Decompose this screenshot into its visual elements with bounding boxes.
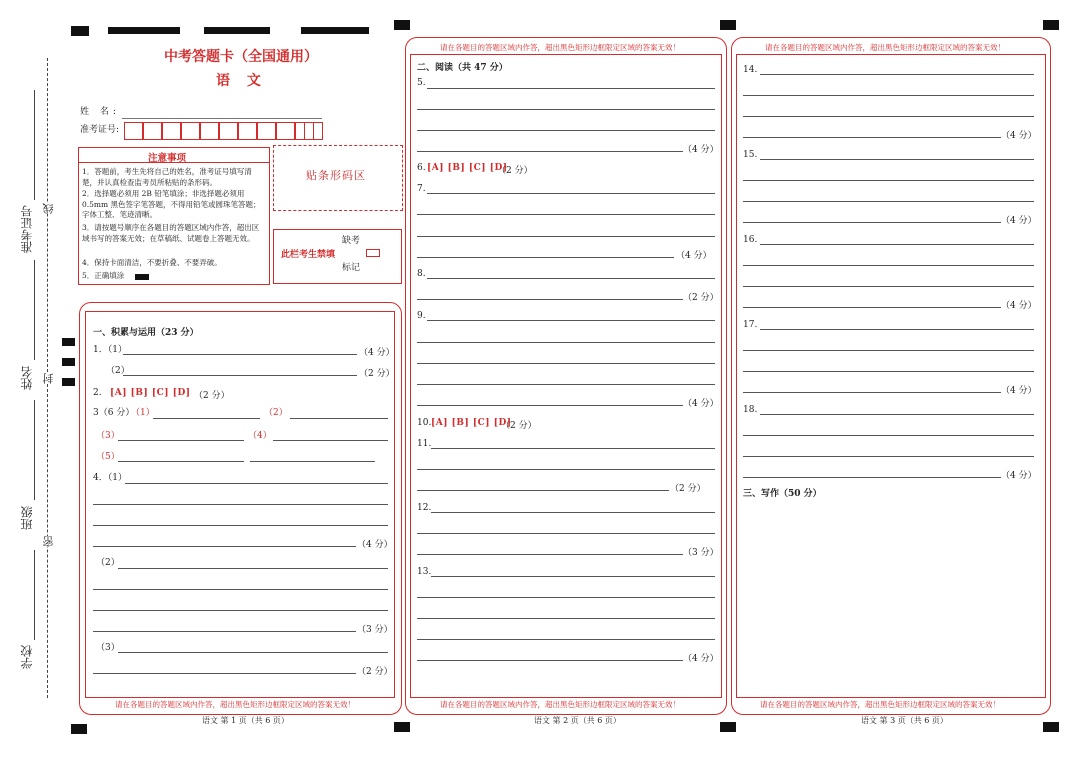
q10-score: （2 分）	[501, 421, 537, 431]
q9-score: （4 分）	[683, 399, 719, 409]
corner-mark	[71, 724, 87, 734]
corner-mark	[720, 722, 736, 732]
binding-line-label: 线	[42, 203, 55, 214]
notice-title: 注意事项	[148, 153, 187, 164]
timing-mark	[71, 26, 89, 36]
binding-fill-line	[34, 90, 35, 200]
q4-1-score: （4 分）	[357, 540, 393, 550]
q4-1-answer-line[interactable]	[93, 504, 388, 505]
writing-area[interactable]	[740, 505, 1040, 693]
card-title: 中考答题卡（全国通用）	[164, 49, 318, 65]
q13-answer-line[interactable]	[417, 660, 683, 661]
mark-label: 标记	[342, 263, 361, 273]
q4-2-answer-line[interactable]	[93, 610, 388, 611]
q18-answer-line[interactable]	[743, 477, 1001, 478]
q2-options[interactable]: [A] [B] [C] [D]	[110, 388, 191, 398]
q18-answer-line[interactable]	[760, 414, 1034, 415]
q1-2-score: （2 分）	[359, 369, 395, 379]
q6-score: （2 分）	[497, 166, 533, 176]
absent-checkbox[interactable]	[366, 249, 380, 257]
q8-answer-line[interactable]	[427, 278, 715, 279]
q11-label: 11.	[417, 439, 432, 449]
side-mark	[62, 358, 75, 366]
q12-score: （3 分）	[683, 548, 719, 558]
q16-label: 16.	[743, 235, 758, 245]
q17-label: 17.	[743, 320, 758, 330]
q17-answer-line[interactable]	[743, 350, 1034, 351]
notice-item-4: 4．保持卡面清洁，不要折叠、不要弄破。	[82, 258, 222, 267]
q1-2-label: （2）	[106, 366, 130, 376]
q4-1-label: 4．（1）	[93, 473, 127, 483]
corner-mark	[394, 20, 410, 30]
q11-answer-line[interactable]	[417, 490, 669, 491]
q6-label: 6.	[417, 163, 426, 173]
q8-score: （2 分）	[683, 293, 719, 303]
q11-score: （2 分）	[670, 484, 706, 494]
section2-top-warning: 请在各题目的答题区域内作答，超出黑色矩形边框限定区域的答案无效！	[440, 43, 680, 52]
side-mark	[62, 338, 75, 346]
q13-answer-line[interactable]	[417, 597, 715, 598]
q4-1-answer-line[interactable]	[125, 483, 388, 484]
q9-answer-line[interactable]	[417, 342, 715, 343]
q1-1-score: （4 分）	[359, 348, 395, 358]
page-2-footer: 语文 第 2 页（共 6 页）	[534, 716, 621, 725]
q9-answer-line[interactable]	[427, 320, 715, 321]
corner-mark	[394, 722, 410, 732]
q5-answer-line[interactable]	[417, 109, 715, 110]
q18-answer-line[interactable]	[743, 456, 1034, 457]
q17-answer-line[interactable]	[743, 371, 1034, 372]
q13-answer-line[interactable]	[417, 639, 715, 640]
q4-2-label: （2）	[96, 558, 120, 568]
q18-score: （4 分）	[1001, 471, 1037, 481]
side-mark	[62, 378, 75, 386]
q17-answer-line[interactable]	[760, 329, 1034, 330]
binding-fill-line	[34, 550, 35, 640]
binding-fill-line	[34, 260, 35, 360]
exam-id-grid[interactable]	[124, 122, 324, 140]
q3-2-label: （2）	[264, 408, 288, 418]
q13-label: 13.	[417, 567, 432, 577]
q3-2-answer-line[interactable]	[290, 418, 388, 419]
q3-4-answer-line[interactable]	[273, 440, 388, 441]
timing-mark	[204, 27, 270, 34]
q7-score: （4 分）	[676, 251, 712, 261]
q11-answer-line[interactable]	[417, 469, 715, 470]
exam-id-label: 准考证号:	[80, 125, 120, 135]
q3-6-answer-line[interactable]	[250, 461, 375, 462]
q13-answer-line[interactable]	[417, 618, 715, 619]
q16-score: （4 分）	[1001, 301, 1037, 311]
barcode-label: 贴条形码区	[306, 169, 366, 182]
q4-2-answer-line[interactable]	[93, 589, 388, 590]
q3-3-answer-line[interactable]	[118, 440, 244, 441]
q7-answer-line[interactable]	[417, 236, 715, 237]
q5-answer-line[interactable]	[417, 151, 683, 152]
q4-1-answer-line[interactable]	[93, 546, 356, 547]
q4-3-answer-line[interactable]	[93, 673, 356, 674]
q1-2-answer-line[interactable]	[123, 375, 357, 376]
q4-3-score: （2 分）	[357, 667, 393, 677]
q15-answer-line[interactable]	[743, 222, 1001, 223]
timing-mark	[301, 27, 369, 34]
q15-answer-line[interactable]	[743, 201, 1034, 202]
q4-2-answer-line[interactable]	[93, 631, 356, 632]
section1-warning: 请在各题目的答题区域内作答，超出黑色矩形边框限定区域的答案无效！	[115, 700, 355, 709]
section1-title: 一、积累与运用（23 分）	[93, 328, 199, 338]
q9-answer-line[interactable]	[417, 384, 715, 385]
q5-label: 5.	[417, 78, 426, 88]
q16-answer-line[interactable]	[743, 286, 1034, 287]
q3-5-answer-line[interactable]	[118, 461, 244, 462]
q5-score: （4 分）	[683, 145, 719, 155]
forbid-label: 此栏考生禁填	[281, 250, 336, 260]
q4-2-answer-line[interactable]	[118, 568, 388, 569]
notice-item-3: 3．请按题号顺序在各题目的答题区域内作答，超出区域书写的答案无效；在草稿纸、试题卷上答题无效。	[82, 223, 260, 243]
q3-3-label: （3）	[96, 431, 120, 441]
q3-1-answer-line[interactable]	[153, 418, 260, 419]
q12-answer-line[interactable]	[417, 533, 715, 534]
q14-answer-line[interactable]	[743, 95, 1034, 96]
binding-secret-label: 密	[42, 536, 55, 547]
binding-fill-line	[34, 400, 35, 500]
q2-score: （2 分）	[194, 391, 230, 401]
q5-answer-line[interactable]	[427, 88, 715, 89]
writing-title: 三、写作（50 分）	[743, 489, 822, 499]
q3-1-label: （1）	[131, 408, 155, 418]
notice-item-2: 2．选择题必须用 2B 铅笔填涂；非选择题必须用 0.5mm 黑色签字笔答题，不得用铅笔或圆珠笔答题；字体工整、笔迹清晰。	[82, 189, 261, 219]
q16-answer-line[interactable]	[743, 265, 1034, 266]
q4-3-label: （3）	[96, 643, 120, 653]
section3-warning: 请在各题目的答题区域内作答，超出黑色矩形边框限定区域的答案无效！	[760, 700, 1000, 709]
q7-answer-line[interactable]	[417, 214, 715, 215]
page-3-footer: 语文 第 3 页（共 6 页）	[861, 716, 948, 725]
q4-1-answer-line[interactable]	[93, 525, 388, 526]
q14-score: （4 分）	[1001, 131, 1037, 141]
name-label: 姓 名:	[80, 107, 120, 117]
q15-score: （4 分）	[1001, 216, 1037, 226]
fill-sample-mark	[135, 274, 149, 280]
q4-2-score: （3 分）	[357, 625, 393, 635]
q10-options[interactable]: [A] [B] [C] [D]	[431, 418, 512, 428]
q17-score: （4 分）	[1001, 386, 1037, 396]
q3-5-label: （5）	[96, 452, 120, 462]
binding-name-label: 姓名	[20, 366, 34, 390]
name-field[interactable]	[122, 118, 322, 119]
binding-seal-label: 封	[42, 373, 55, 384]
q1-1-answer-line[interactable]	[123, 354, 357, 355]
q3-label: 3（6 分）	[93, 408, 135, 418]
q7-answer-line[interactable]	[417, 257, 674, 258]
q14-answer-line[interactable]	[760, 74, 1034, 75]
section3-top-warning: 请在各题目的答题区域内作答，超出黑色矩形边框限定区域的答案无效！	[765, 43, 1005, 52]
q2-label: 2.	[93, 388, 102, 398]
section2-title: 二、阅读（共 47 分）	[417, 63, 508, 73]
binding-exam-id-label: 准考证号	[20, 205, 34, 253]
q7-label: 7.	[417, 184, 426, 194]
q14-answer-line[interactable]	[743, 116, 1034, 117]
q18-label: 18.	[743, 405, 758, 415]
q14-label: 14.	[743, 65, 758, 75]
corner-mark	[720, 20, 736, 30]
q6-options[interactable]: [A] [B] [C] [D]	[427, 163, 508, 173]
q7-answer-line[interactable]	[427, 193, 715, 194]
q15-answer-line[interactable]	[743, 180, 1034, 181]
q9-label: 9.	[417, 311, 426, 321]
timing-mark	[108, 27, 180, 34]
q16-answer-line[interactable]	[760, 244, 1034, 245]
q12-answer-line[interactable]	[417, 554, 683, 555]
q16-answer-line[interactable]	[743, 307, 1001, 308]
q9-answer-line[interactable]	[417, 363, 715, 364]
q17-answer-line[interactable]	[743, 392, 1001, 393]
q12-answer-line[interactable]	[431, 512, 715, 513]
q4-3-answer-line[interactable]	[118, 652, 388, 653]
q12-label: 12.	[417, 503, 432, 513]
absent-label: 缺考	[342, 236, 361, 246]
q10-label: 10.	[417, 418, 432, 428]
q5-answer-line[interactable]	[417, 130, 715, 131]
q13-score: （4 分）	[683, 654, 719, 664]
corner-mark	[1043, 722, 1059, 732]
notice-item-5: 5．正确填涂	[82, 271, 125, 280]
notice-item-1: 1．答题前，考生先将自己的姓名，准考证号填写清楚，并认真检查监考员所粘贴的条形码。	[82, 167, 252, 187]
q14-answer-line[interactable]	[743, 137, 1001, 138]
corner-mark	[1043, 20, 1059, 30]
q1-1-label: 1．（1）	[93, 345, 127, 355]
section2-warning: 请在各题目的答题区域内作答，超出黑色矩形边框限定区域的答案无效！	[440, 700, 680, 709]
q18-answer-line[interactable]	[743, 435, 1034, 436]
q8-label: 8.	[417, 269, 426, 279]
binding-school-label: 学校	[20, 645, 34, 669]
page-1-footer: 语文 第 1 页（共 6 页）	[202, 716, 289, 725]
q11-answer-line[interactable]	[431, 448, 715, 449]
q9-answer-line[interactable]	[417, 405, 683, 406]
q15-answer-line[interactable]	[760, 159, 1034, 160]
q8-answer-line[interactable]	[417, 299, 683, 300]
q3-4-label: （4）	[248, 431, 272, 441]
binding-class-label: 班级	[20, 506, 34, 530]
q15-label: 15.	[743, 150, 758, 160]
q13-answer-line[interactable]	[431, 576, 715, 577]
subject-title: 语 文	[216, 73, 267, 89]
